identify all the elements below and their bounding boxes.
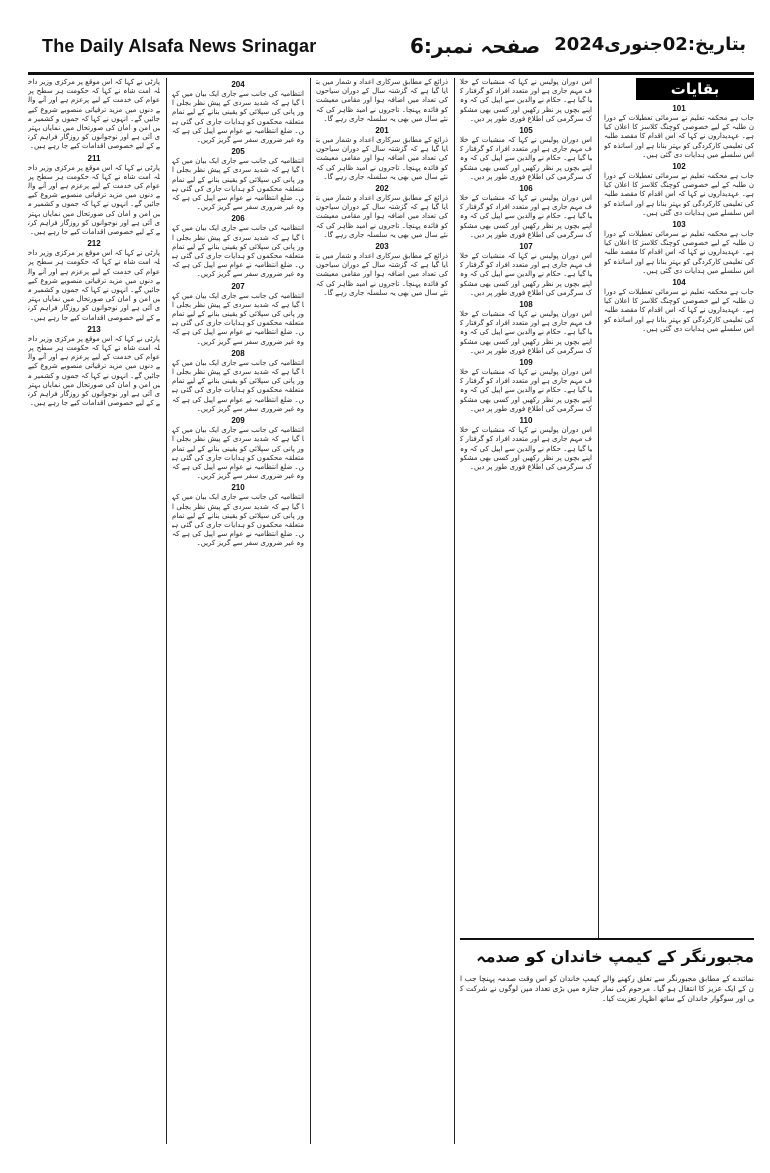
column-4-text-6: اس دوران پولیس نے کہا کہ منشیات کے خلاف مہم جاری ہے اور متعدد افراد کو گرفتار کیا گیا ہے۔ حکام نے والدین سے اپیل کی کہ وہ اپنے بچوں پر نظر رکھیں اور کسی بھی مشکوک سرگرمی کی اطلاع فوری طور پر دیں۔ [460, 368, 592, 413]
column-1-text-3: پارٹی نے کہا کہ اس موقع پر مرکزی وزیر داخلہ امت شاہ نے کہا کہ حکومت ہر سطح پر عوام کی خدمت کے لیے پرعزم ہے اور آنے والے دنوں میں مزید ترقیاتی منصوبے شروع کیے جائیں گے۔ انہوں نے کہا کہ جموں و کشمیر میں امن و امان کی صورتحال میں نمایاں بہتری آئی ہے اور نوجوانوں کو روزگار فراہم کرنے کے لیے خصوصی اقدامات کیے جا رہے ہیں۔ [28, 249, 160, 322]
column-4-text: اس دوران پولیس نے کہا کہ منشیات کے خلاف مہم جاری ہے اور متعدد افراد کو گرفتار کیا گیا ہے۔ حکام نے والدین سے اپیل کی کہ وہ اپنے بچوں پر نظر رکھیں اور کسی بھی مشکوک سرگرمی کی اطلاع فوری طور پر دیں۔ [460, 78, 592, 123]
continuation-number: 106 [519, 184, 533, 194]
column-1 [28, 78, 160, 1144]
story-text: نمائندے کے مطابق مجبورنگر سے تعلق رکھنے والے کیمپ خاندان کو اس وقت صدمہ پہنچا جب ان کے ایک عزیز کا انتقال ہو گیا۔ مرحوم کی نماز جنازہ میں بڑی تعداد میں لوگوں نے شرکت کی اور سوگوار خاندان کے ساتھ اظہار تعزیت کیا۔ [460, 974, 754, 1003]
continuation-number: 204 [231, 80, 245, 89]
continuation-number: 109 [519, 358, 533, 368]
columns-area [28, 78, 754, 1144]
column-4-text-3: اس دوران پولیس نے کہا کہ منشیات کے خلاف مہم جاری ہے اور متعدد افراد کو گرفتار کیا گیا ہے۔ حکام نے والدین سے اپیل کی کہ وہ اپنے بچوں پر نظر رکھیں اور کسی بھی مشکوک سرگرمی کی اطلاع فوری طور پر دیں۔ [460, 194, 592, 239]
masthead [28, 22, 754, 75]
column-2-text: انتظامیہ کی جانب سے جاری ایک بیان میں کہا گیا ہے کہ شدید سردی کے پیش نظر بجلی اور پانی کی سپلائی کو یقینی بنانے کے لیے تمام متعلقہ محکموں کو ہدایات جاری کی گئی ہیں۔ ضلع انتظامیہ نے عوام سے اپیل کی ہے کہ وہ غیر ضروری سفر سے گریز کریں۔ [172, 90, 304, 145]
column-4-text-4: اس دوران پولیس نے کہا کہ منشیات کے خلاف مہم جاری ہے اور متعدد افراد کو گرفتار کیا گیا ہے۔ حکام نے والدین سے اپیل کی کہ وہ اپنے بچوں پر نظر رکھیں اور کسی بھی مشکوک سرگرمی کی اطلاع فوری طور پر دیں۔ [460, 252, 592, 297]
column-3 [316, 78, 448, 1144]
column-5-text-2: جاب ہے محکمہ تعلیم نے سرمائی تعطیلات کے دوران طلبہ کے لیے خصوصی کوچنگ کلاسز کا اعلان کیا ہے۔ عہدیداروں نے کہا کہ اس اقدام کا مقصد طلبہ کی تعلیمی کارکردگی کو بہتر بنانا ہے اور اساتذہ کو اس سلسلے میں ہدایات دی گئی ہیں۔ [604, 172, 754, 217]
continuation-number: 104 [672, 278, 686, 288]
column-3-text: ذرائع کے مطابق سرکاری اعداد و شمار میں بتایا گیا ہے کہ گزشتہ سال کے دوران سیاحوں کی تعداد میں اضافہ ہوا اور مقامی معیشت کو فائدہ پہنچا۔ تاجروں نے امید ظاہر کی کہ نئے سال میں بھی یہ سلسلہ جاری رہے گا۔ [316, 78, 448, 123]
column-2-text-4: انتظامیہ کی جانب سے جاری ایک بیان میں کہا گیا ہے کہ شدید سردی کے پیش نظر بجلی اور پانی کی سپلائی کو یقینی بنانے کے لیے تمام متعلقہ محکموں کو ہدایات جاری کی گئی ہیں۔ ضلع انتظامیہ نے عوام سے اپیل کی ہے کہ وہ غیر ضروری سفر سے گریز کریں۔ [172, 291, 304, 346]
newspaper-page [28, 22, 754, 1152]
continuation-number: 102 [672, 162, 686, 172]
continuation-number: 208 [231, 348, 245, 358]
column-3-text-4: ذرائع کے مطابق سرکاری اعداد و شمار میں بتایا گیا ہے کہ گزشتہ سال کے دوران سیاحوں کی تعداد میں اضافہ ہوا اور مقامی معیشت کو فائدہ پہنچا۔ تاجروں نے امید ظاہر کی کہ نئے سال میں بھی یہ سلسلہ جاری رہے گا۔ [316, 252, 448, 297]
column-divider [454, 78, 455, 1144]
page-number-label: صفحہ نمبر:6 [410, 34, 541, 58]
story-box [460, 938, 754, 1146]
column-4-text-5: اس دوران پولیس نے کہا کہ منشیات کے خلاف مہم جاری ہے اور متعدد افراد کو گرفتار کیا گیا ہے۔ حکام نے والدین سے اپیل کی کہ وہ اپنے بچوں پر نظر رکھیں اور کسی بھی مشکوک سرگرمی کی اطلاع فوری طور پر دیں۔ [460, 310, 592, 355]
column-5-text: جاب ہے محکمہ تعلیم نے سرمائی تعطیلات کے دوران طلبہ کے لیے خصوصی کوچنگ کلاسز کا اعلان کیا ہے۔ عہدیداروں نے کہا کہ اس اقدام کا مقصد طلبہ کی تعلیمی کارکردگی کو بہتر بنانا ہے اور اساتذہ کو اس سلسلے میں ہدایات دی گئی ہیں۔ [604, 114, 754, 159]
column-2-text-5: انتظامیہ کی جانب سے جاری ایک بیان میں کہا گیا ہے کہ شدید سردی کے پیش نظر بجلی اور پانی کی سپلائی کو یقینی بنانے کے لیے تمام متعلقہ محکموں کو ہدایات جاری کی گئی ہیں۔ ضلع انتظامیہ نے عوام سے اپیل کی ہے کہ وہ غیر ضروری سفر سے گریز کریں۔ [172, 358, 304, 413]
continuation-number: 207 [231, 281, 245, 291]
continuation-number: 212 [87, 239, 101, 249]
story-headline: مجبورنگر کے کیمپ خاندان کو صدمہ [476, 947, 754, 966]
column-4-text-7: اس دوران پولیس نے کہا کہ منشیات کے خلاف مہم جاری ہے اور متعدد افراد کو گرفتار کیا گیا ہے۔ حکام نے والدین سے اپیل کی کہ وہ اپنے بچوں پر نظر رکھیں اور کسی بھی مشکوک سرگرمی کی اطلاع فوری طور پر دیں۔ [460, 426, 592, 471]
continuation-number: 101 [672, 104, 686, 113]
section-label-baqiyat: بقایات [636, 78, 754, 100]
continuation-number: 110 [519, 416, 533, 426]
column-2-text-2: انتظامیہ کی جانب سے جاری ایک بیان میں کہا گیا ہے کہ شدید سردی کے پیش نظر بجلی اور پانی کی سپلائی کو یقینی بنانے کے لیے تمام متعلقہ محکموں کو ہدایات جاری کی گئی ہیں۔ ضلع انتظامیہ نے عوام سے اپیل کی ہے کہ وہ غیر ضروری سفر سے گریز کریں۔ [172, 157, 304, 212]
column-3-text-2: ذرائع کے مطابق سرکاری اعداد و شمار میں بتایا گیا ہے کہ گزشتہ سال کے دوران سیاحوں کی تعداد میں اضافہ ہوا اور مقامی معیشت کو فائدہ پہنچا۔ تاجروں نے امید ظاہر کی کہ نئے سال میں بھی یہ سلسلہ جاری رہے گا۔ [316, 136, 448, 181]
column-1-text-4: پارٹی نے کہا کہ اس موقع پر مرکزی وزیر داخلہ امت شاہ نے کہا کہ حکومت ہر سطح پر عوام کی خدمت کے لیے پرعزم ہے اور آنے والے دنوں میں مزید ترقیاتی منصوبے شروع کیے جائیں گے۔ انہوں نے کہا کہ جموں و کشمیر میں امن و امان کی صورتحال میں نمایاں بہتری آئی ہے اور نوجوانوں کو روزگار فراہم کرنے کے لیے خصوصی اقدامات کیے جا رہے ہیں۔ [28, 334, 160, 408]
column-5-text-4: جاب ہے محکمہ تعلیم نے سرمائی تعطیلات کے دوران طلبہ کے لیے خصوصی کوچنگ کلاسز کا اعلان کیا ہے۔ عہدیداروں نے کہا کہ اس اقدام کا مقصد طلبہ کی تعلیمی کارکردگی کو بہتر بنانا ہے اور اساتذہ کو اس سلسلے میں ہدایات دی گئی ہیں۔ [604, 288, 754, 333]
continuation-number: 213 [87, 324, 101, 334]
column-5-text-3: جاب ہے محکمہ تعلیم نے سرمائی تعطیلات کے دوران طلبہ کے لیے خصوصی کوچنگ کلاسز کا اعلان کیا ہے۔ عہدیداروں نے کہا کہ اس اقدام کا مقصد طلبہ کی تعلیمی کارکردگی کو بہتر بنانا ہے اور اساتذہ کو اس سلسلے میں ہدایات دی گئی ہیں۔ [604, 230, 754, 275]
continuation-number: 103 [672, 220, 686, 230]
continuation-number: 202 [375, 184, 389, 194]
date-label: بتاریخ:02جنوری2024 [554, 34, 746, 55]
column-2-text-6: انتظامیہ کی جانب سے جاری ایک بیان میں کہا گیا ہے کہ شدید سردی کے پیش نظر بجلی اور پانی کی سپلائی کو یقینی بنانے کے لیے تمام متعلقہ محکموں کو ہدایات جاری کی گئی ہیں۔ ضلع انتظامیہ نے عوام سے اپیل کی ہے کہ وہ غیر ضروری سفر سے گریز کریں۔ [172, 426, 304, 481]
continuation-number: 108 [519, 300, 533, 310]
continuation-number: 107 [519, 242, 533, 252]
column-4-text-2: اس دوران پولیس نے کہا کہ منشیات کے خلاف مہم جاری ہے اور متعدد افراد کو گرفتار کیا گیا ہے۔ حکام نے والدین سے اپیل کی کہ وہ اپنے بچوں پر نظر رکھیں اور کسی بھی مشکوک سرگرمی کی اطلاع فوری طور پر دیں۔ [460, 136, 592, 181]
paper-name: The Daily Alsafa News Srinagar [42, 36, 317, 56]
continuation-number: 206 [231, 214, 245, 224]
column-2-text-7: انتظامیہ کی جانب سے جاری ایک بیان میں کہا گیا ہے کہ شدید سردی کے پیش نظر بجلی اور پانی کی سپلائی کو یقینی بنانے کے لیے تمام متعلقہ محکموں کو ہدایات جاری کی گئی ہیں۔ ضلع انتظامیہ نے عوام سے اپیل کی ہے کہ وہ غیر ضروری سفر سے گریز کریں۔ [172, 493, 304, 548]
continuation-number: 205 [231, 147, 245, 157]
continuation-number: 105 [519, 126, 533, 136]
column-2-text-3: انتظامیہ کی جانب سے جاری ایک بیان میں کہا گیا ہے کہ شدید سردی کے پیش نظر بجلی اور پانی کی سپلائی کو یقینی بنانے کے لیے تمام متعلقہ محکموں کو ہدایات جاری کی گئی ہیں۔ ضلع انتظامیہ نے عوام سے اپیل کی ہے کہ وہ غیر ضروری سفر سے گریز کریں۔ [172, 224, 304, 279]
continuation-number: 211 [87, 153, 101, 163]
continuation-number: 210 [231, 483, 245, 493]
column-1-text: پارٹی نے کہا کہ اس موقع پر مرکزی وزیر داخلہ امت شاہ نے کہا کہ حکومت ہر سطح پر عوام کی خدمت کے لیے پرعزم ہے اور آنے والے دنوں میں مزید ترقیاتی منصوبے شروع کیے جائیں گے۔ انہوں نے کہا کہ جموں و کشمیر میں امن و امان کی صورتحال میں نمایاں بہتری آئی ہے اور نوجوانوں کو روزگار فراہم کرنے کے لیے خصوصی اقدامات کیے جا رہے ہیں۔ [28, 78, 160, 151]
column-1-text-2: پارٹی نے کہا کہ اس موقع پر مرکزی وزیر داخلہ امت شاہ نے کہا کہ حکومت ہر سطح پر عوام کی خدمت کے لیے پرعزم ہے اور آنے والے دنوں میں مزید ترقیاتی منصوبے شروع کیے جائیں گے۔ انہوں نے کہا کہ جموں و کشمیر میں امن و امان کی صورتحال میں نمایاں بہتری آئی ہے اور نوجوانوں کو روزگار فراہم کرنے کے لیے خصوصی اقدامات کیے جا رہے ہیں۔ [28, 163, 160, 237]
continuation-number: 209 [231, 416, 245, 426]
column-2 [172, 78, 304, 1144]
column-3-text-3: ذرائع کے مطابق سرکاری اعداد و شمار میں بتایا گیا ہے کہ گزشتہ سال کے دوران سیاحوں کی تعداد میں اضافہ ہوا اور مقامی معیشت کو فائدہ پہنچا۔ تاجروں نے امید ظاہر کی کہ نئے سال میں بھی یہ سلسلہ جاری رہے گا۔ [316, 194, 448, 239]
continuation-number: 203 [375, 242, 389, 252]
column-divider [310, 78, 311, 1144]
column-divider [166, 78, 167, 1144]
continuation-number: 201 [375, 126, 389, 136]
